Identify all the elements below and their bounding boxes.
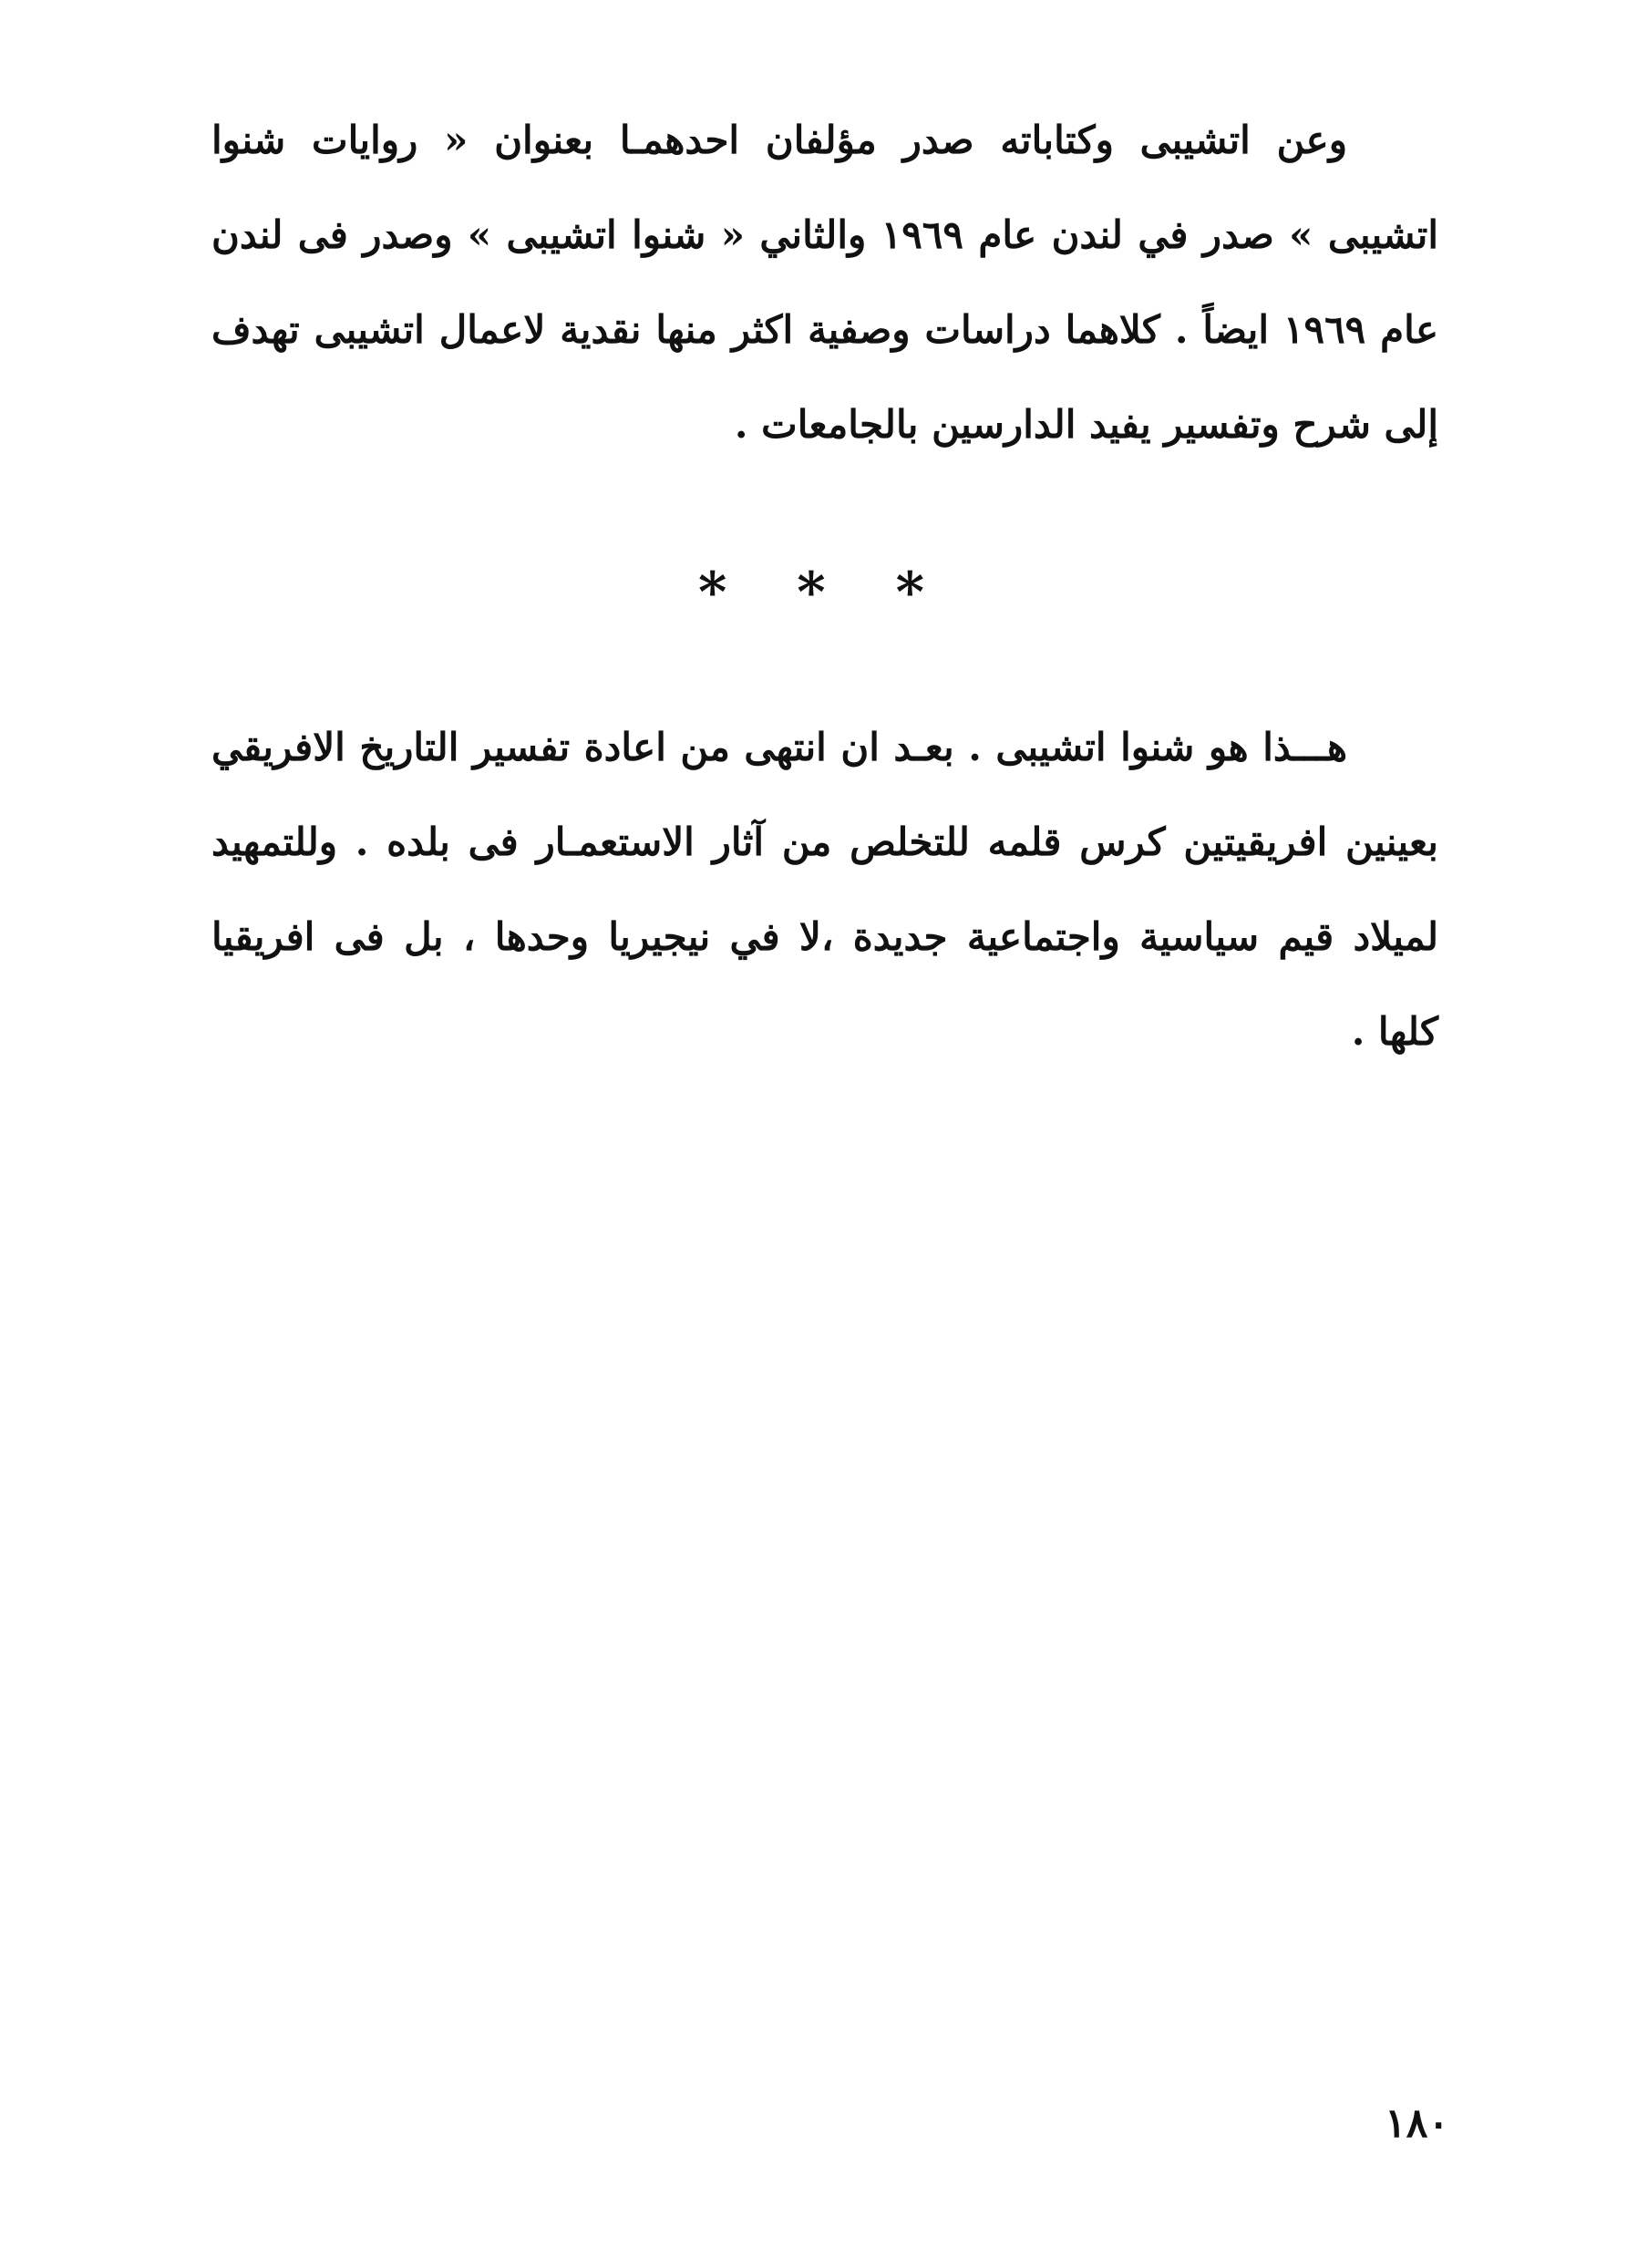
paragraph-text: وعن اتشيبى وكتاباته صدر مؤلفان احدهمـا بعنوان « روايات شنوا اتشيبى » صدر في لندن عام ١٩٦٩ والثاني « شنوا اتشيبى » وصدر فى لندن عام ١٩٦٩ ايضاً . كلاهما دراسات وصفية اكثر منها نقدية لاعمال اتشيبى تهدف إلى شرح وتفسير يفيد الدارسين بالجامعات .: [211, 118, 1438, 447]
paragraph-text: هـــذا هو شنوا اتشيبى . بعـد ان انتهى من اعادة تفسير التاريخ الافريقي بعينين افريقيتين كرس قلمه للتخلص من آثار الاستعمـار فى بلده . وللتمهيد لميلاد قيم سياسية واجتماعية جديدة ،لا في نيجيريا وحدها ، بل فى افريقيا كلها .: [211, 725, 1438, 1054]
paragraph-achebe-studies: [211, 93, 1438, 472]
section-separator: * * *: [698, 561, 950, 624]
page-number: ١٨٠: [1385, 2100, 1449, 2147]
paragraph-achebe-summary: [211, 700, 1438, 1079]
